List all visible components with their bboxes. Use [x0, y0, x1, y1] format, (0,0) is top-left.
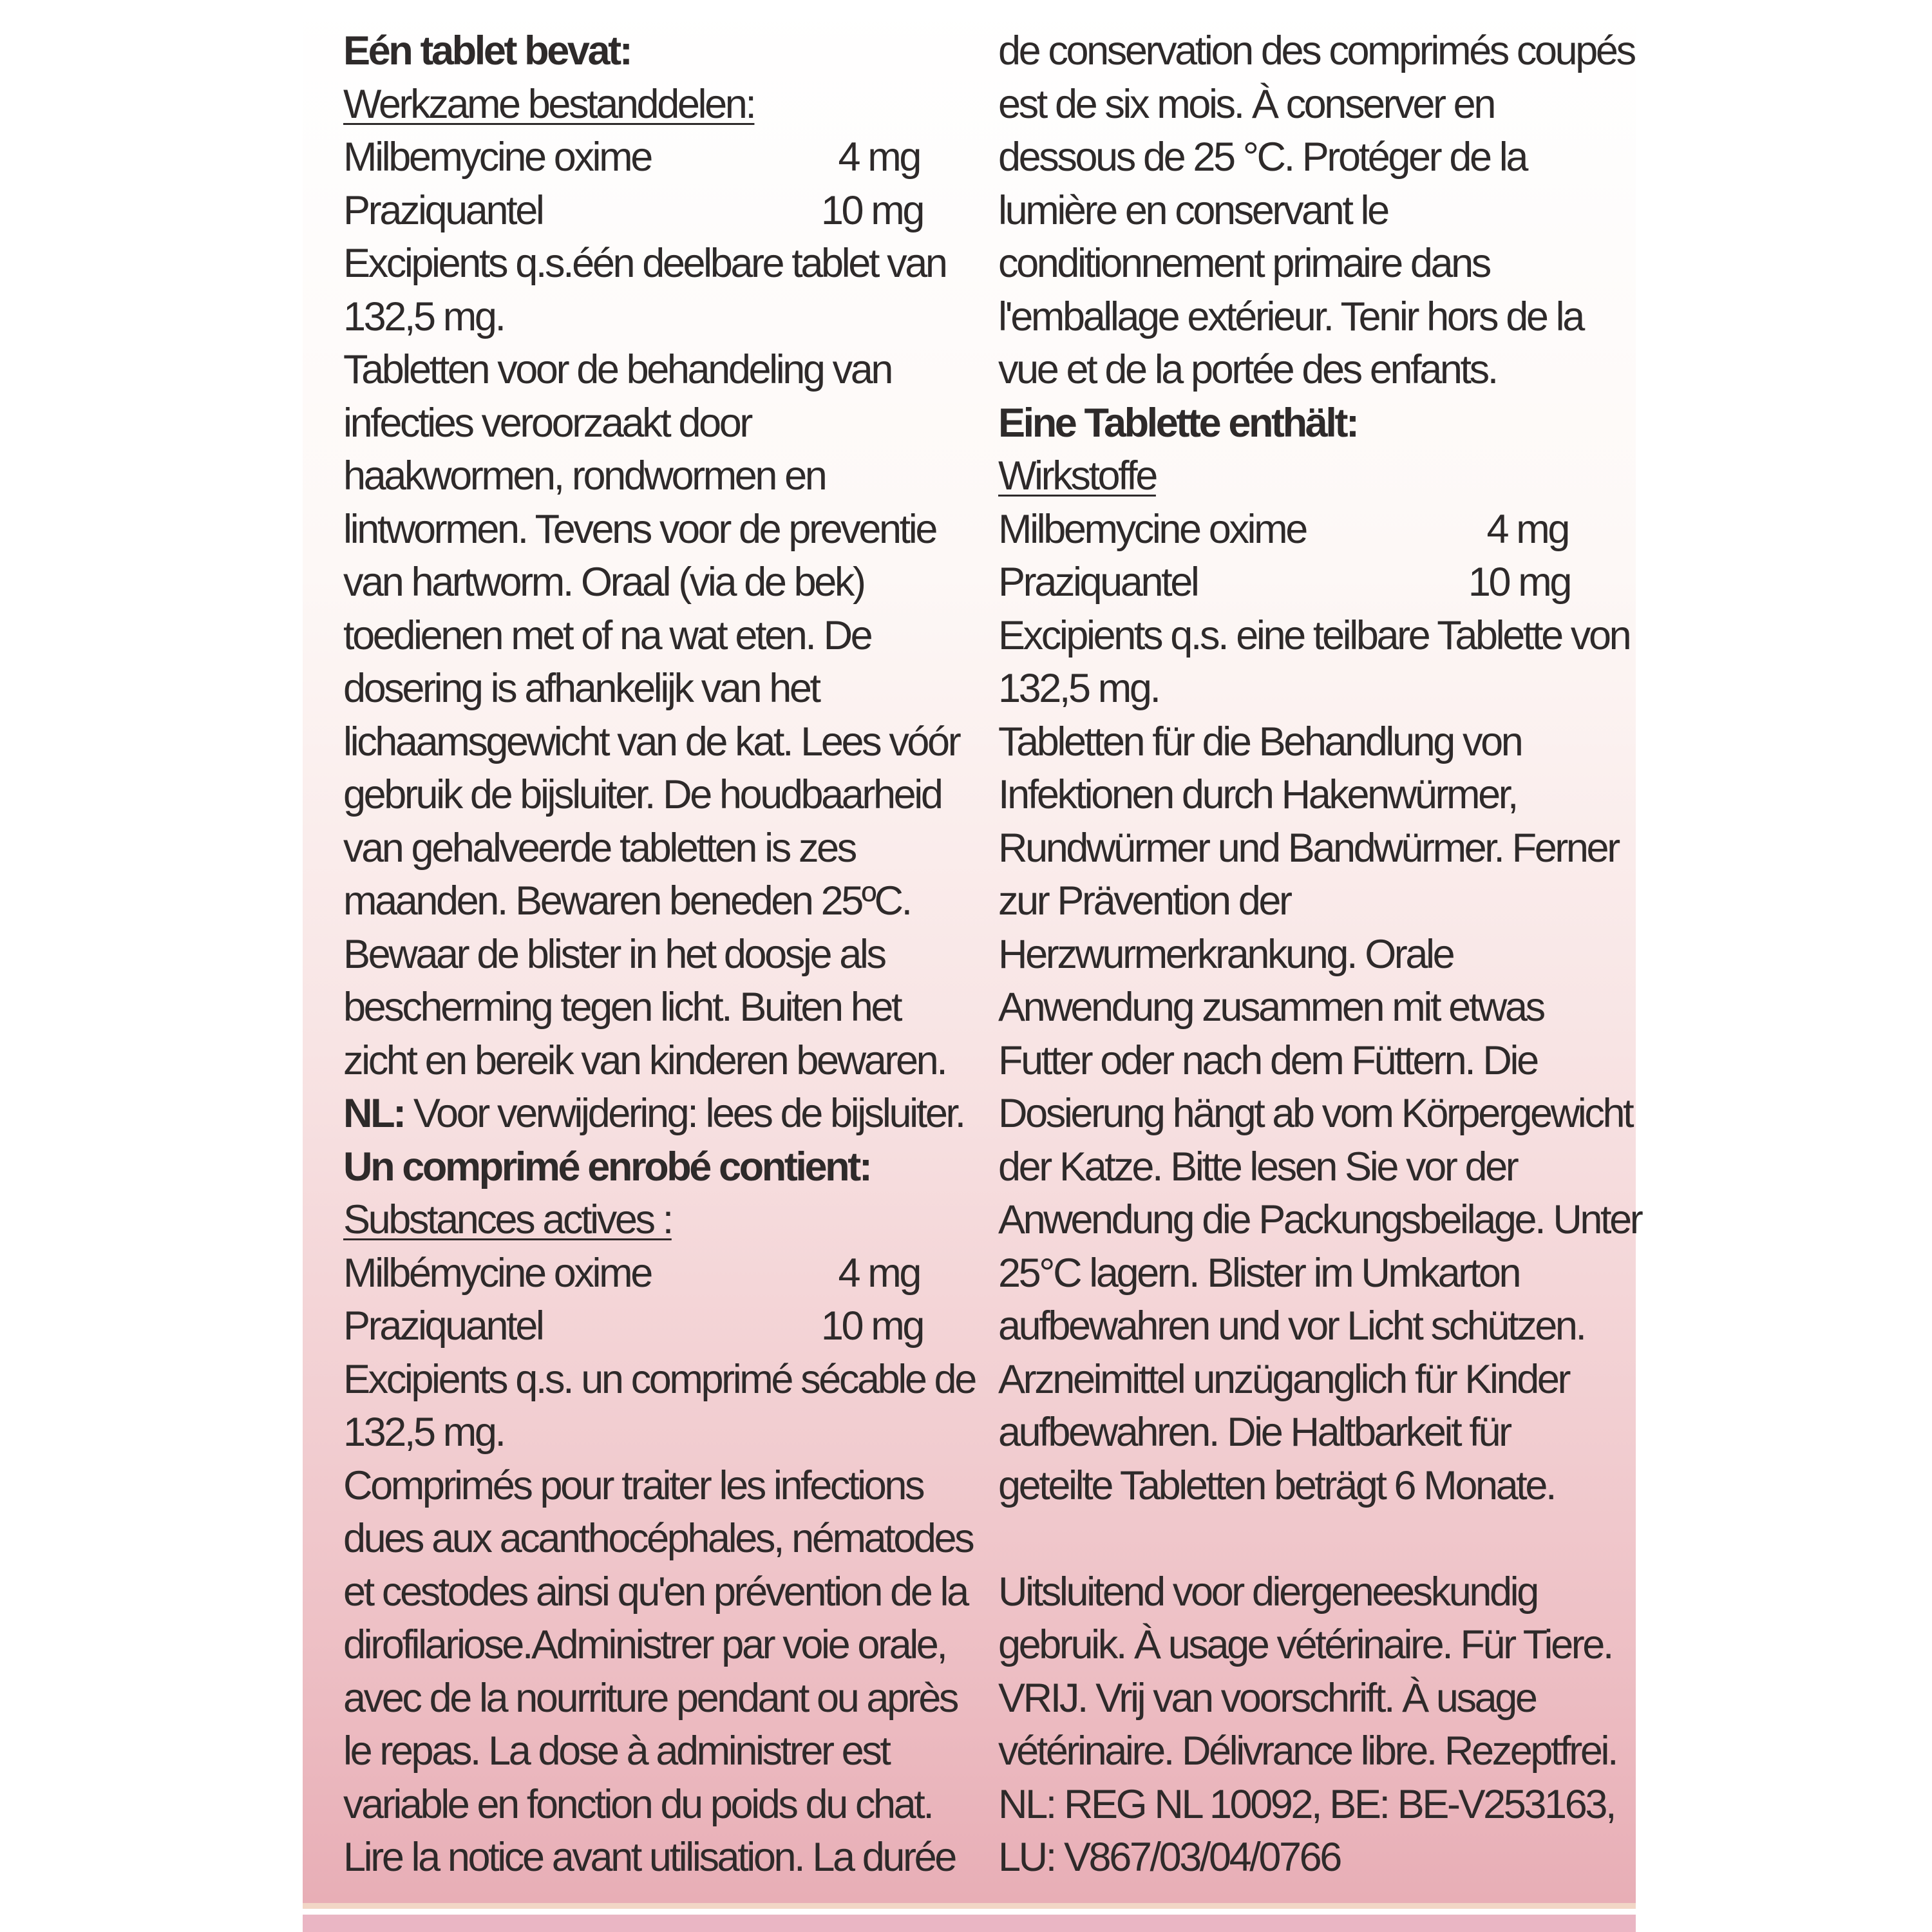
spacer — [998, 1512, 1597, 1566]
nl-ingredient-row — [343, 131, 920, 184]
fr-subheading: Substances actives : — [343, 1197, 672, 1242]
de-text-line: Rundwürmer und Bandwürmer. Ferner — [998, 825, 1618, 871]
ingredient-name: Milbemycine oxime — [998, 506, 1306, 552]
fr-text-line: dessous de 25 °C. Protéger de la — [998, 135, 1526, 180]
de-text-line: 25°C lagern. Blister im Umkarton — [998, 1250, 1520, 1296]
nl-disposal-text: Voor verwijdering: lees de bijsluiter. — [404, 1091, 964, 1136]
de-text-line: Futter oder nach dem Füttern. Die — [998, 1037, 1537, 1083]
de-text-line: zur Prävention der — [998, 878, 1291, 923]
ingredient-name: Praziquantel — [343, 187, 543, 233]
de-text-line: Dosierung hängt ab vom Körpergewicht — [998, 1091, 1633, 1136]
nl-ingredient-row — [343, 184, 923, 238]
nl-text-line: haakwormen, rondwormen en — [343, 453, 826, 498]
fr-text-line: avec de la nourriture pendant ou après — [343, 1675, 958, 1721]
nl-disposal-line — [343, 1087, 964, 1141]
de-text-line: aufbewahren und vor Licht schützen. — [998, 1303, 1585, 1349]
nl-text-line: maanden. Bewaren beneden 25ºC. — [343, 878, 911, 923]
ingredient-name: Milbemycine oxime — [343, 135, 651, 180]
de-text-line: Anwendung zusammen mit etwas — [998, 985, 1544, 1030]
bottom-stripe-pink — [303, 1915, 1636, 1932]
nl-text-line: bescherming tegen licht. Buiten het — [343, 985, 901, 1030]
fr-text-line: dues aux acanthocéphales, nématodes — [343, 1516, 973, 1561]
ingredient-name: Praziquantel — [343, 1303, 543, 1349]
fr-text-line: 132,5 mg. — [343, 1410, 504, 1455]
nl-text-line: dosering is afhankelijk van het — [343, 666, 819, 711]
de-text-line: der Katze. Bitte lesen Sie vor der — [998, 1144, 1517, 1189]
bottom-stripe-white — [303, 1909, 1636, 1915]
de-ingredient-row — [998, 556, 1570, 609]
de-text-line: Tabletten für die Behandlung von — [998, 719, 1522, 764]
de-text-line: 132,5 mg. — [998, 666, 1159, 711]
fr-text-line: dirofilariose.Administrer par voie orale, — [343, 1622, 946, 1667]
fr-text-line: Lire la notice avant utilisation. La durée — [343, 1835, 955, 1880]
ingredient-amount: 10 mg — [820, 187, 923, 233]
fr-heading: Un comprimé enrobé contient: — [343, 1144, 871, 1189]
de-text-line: Anwendung die Packungsbeilage. Unter — [998, 1197, 1642, 1242]
footer-line: gebruik. À usage vétérinaire. Für Tiere. — [998, 1622, 1613, 1667]
de-text-line: geteilte Tabletten beträgt 6 Monate. — [998, 1463, 1555, 1508]
nl-text-line: Excipients q.s.één deelbare tablet van — [343, 241, 946, 286]
nl-text-line: van hartworm. Oraal (via de bek) — [343, 560, 864, 605]
de-text-line: aufbewahren. Die Haltbarkeit für — [998, 1410, 1510, 1455]
left-column — [343, 24, 975, 1884]
nl-text-line: infecties veroorzaakt door — [343, 400, 751, 446]
fr-text-line: et cestodes ainsi qu'en prévention de la — [343, 1569, 967, 1615]
ingredient-name: Milbémycine oxime — [343, 1250, 651, 1296]
de-text-line: Herzwurmerkrankung. Orale — [998, 931, 1454, 977]
fr-text-line: le repas. La dose à administrer est — [343, 1728, 889, 1774]
fr-ingredient-row — [343, 1300, 923, 1353]
fr-text-line: l'emballage extérieur. Tenir hors de la — [998, 294, 1583, 339]
de-subheading: Wirkstoffe — [998, 453, 1156, 498]
fr-text-line: de conservation des comprimés coupés — [998, 28, 1634, 73]
fr-ingredient-row — [343, 1247, 920, 1300]
fr-text-line: lumière en conservant le — [998, 187, 1388, 233]
ingredient-amount: 4 mg — [838, 135, 920, 180]
nl-text-line: lintwormen. Tevens voor de preventie — [343, 506, 936, 552]
nl-heading: Eén tablet bevat: — [343, 28, 631, 73]
nl-disposal-label: NL: — [343, 1091, 404, 1136]
nl-text-line: lichaamsgewicht van de kat. Lees vóór — [343, 719, 960, 764]
fr-text-line: conditionnement primaire dans — [998, 241, 1490, 286]
fr-text-line: Comprimés pour traiter les infections — [343, 1463, 923, 1508]
fr-text-line: vue et de la portée des enfants. — [998, 347, 1497, 392]
bottom-stripe-beige — [303, 1903, 1636, 1909]
footer-line: LU: V867/03/04/0766 — [998, 1835, 1340, 1880]
ingredient-name: Praziquantel — [998, 560, 1198, 605]
de-ingredient-row — [998, 503, 1568, 556]
fr-text-line: Excipients q.s. un comprimé sécable de — [343, 1356, 975, 1402]
nl-text-line: toedienen met of na wat eten. De — [343, 612, 871, 658]
nl-text-line: Tabletten voor de behandeling van — [343, 347, 892, 392]
nl-text-line: van gehalveerde tabletten is zes — [343, 825, 855, 871]
right-column — [998, 24, 1642, 1884]
de-text-line: Arzneimittel unzüganglich für Kinder — [998, 1356, 1569, 1402]
footer-line: Uitsluitend voor diergeneeskundig — [998, 1569, 1537, 1615]
footer-line: vétérinaire. Délivrance libre. Rezeptfrei. — [998, 1728, 1617, 1774]
nl-text-line: 132,5 mg. — [343, 294, 504, 339]
fr-text-line: variable en fonction du poids du chat. — [343, 1781, 933, 1827]
ingredient-amount: 4 mg — [838, 1250, 920, 1296]
fr-text-line: est de six mois. À conserver en — [998, 81, 1494, 127]
ingredient-amount: 10 mg — [820, 1303, 923, 1349]
nl-text-line: zicht en bereik van kinderen bewaren. — [343, 1037, 946, 1083]
nl-text-line: Bewaar de blister in het doosje als — [343, 931, 885, 977]
ingredient-amount: 10 mg — [1468, 560, 1570, 605]
footer-line: NL: REG NL 10092, BE: BE-V253163, — [998, 1781, 1615, 1827]
nl-text-line: gebruik de bijsluiter. De houdbaarheid — [343, 772, 942, 817]
de-text-line: Infektionen durch Hakenwürmer, — [998, 772, 1517, 817]
nl-subheading: Werkzame bestanddelen: — [343, 81, 755, 127]
ingredient-amount: 4 mg — [1486, 506, 1568, 552]
de-text-line: Excipients q.s. eine teilbare Tablette von — [998, 612, 1630, 658]
footer-line: VRIJ. Vrij van voorschrift. À usage — [998, 1675, 1536, 1721]
de-heading: Eine Tablette enthält: — [998, 400, 1358, 446]
